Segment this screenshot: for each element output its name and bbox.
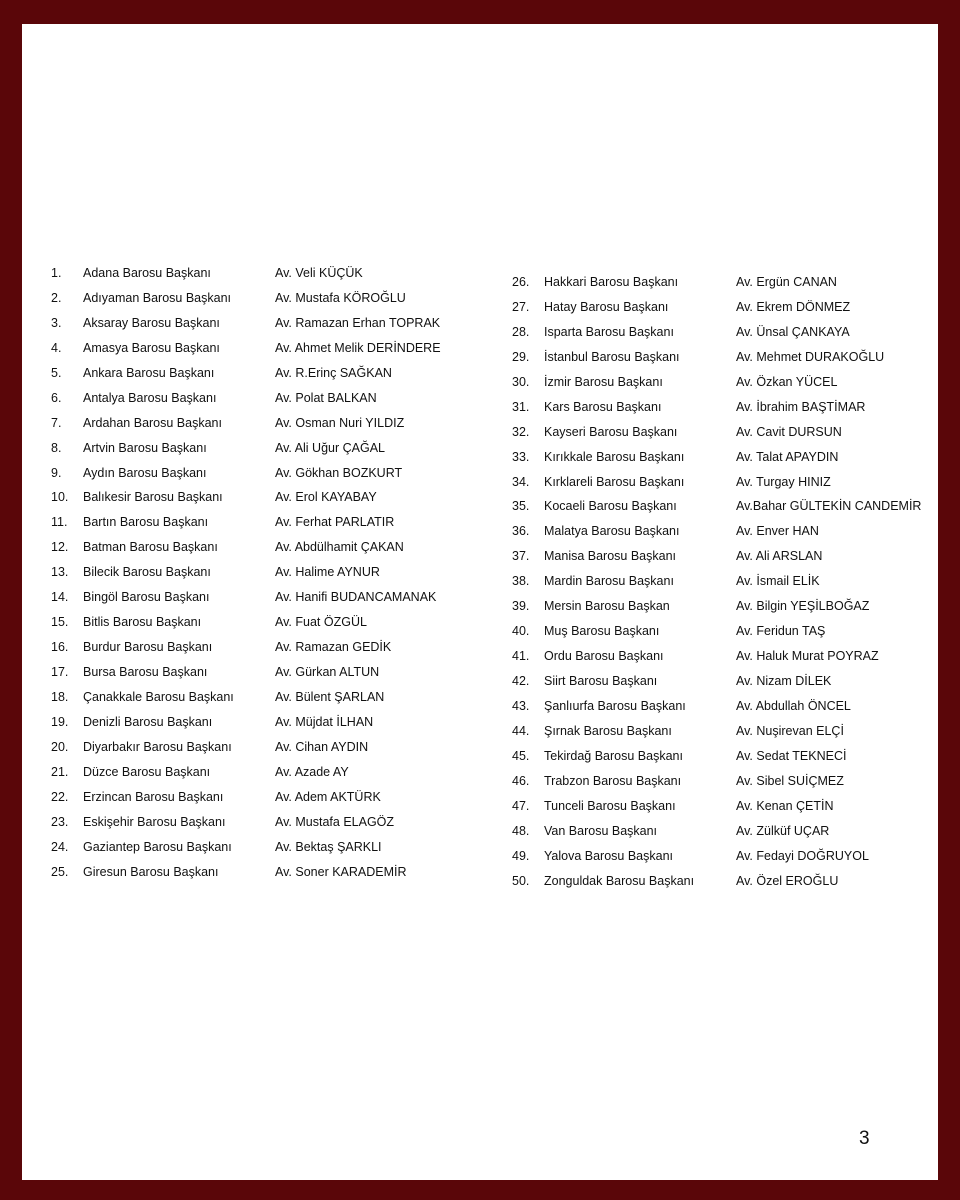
bar-president-title: Tunceli Barosu Başkanı <box>544 798 676 813</box>
item-number: 3. <box>51 315 62 330</box>
person-name: Av. Osman Nuri YILDIZ <box>275 415 405 430</box>
bar-president-title: Siirt Barosu Başkanı <box>544 674 658 688</box>
bar-president-title: Malatya Barosu Başkanı <box>544 524 680 539</box>
bar-president-title: Bursa Barosu Başkanı <box>83 665 208 679</box>
item-number: 39. <box>512 599 530 614</box>
item-number: 24. <box>51 839 69 854</box>
item-number: 15. <box>51 615 69 630</box>
person-name: Av. Ali ARSLAN <box>736 549 823 564</box>
bar-president-title: Zonguldak Barosu Başkanı <box>544 873 695 888</box>
person-name: Av. Feridun TAŞ <box>736 624 826 639</box>
bar-president-title: Manisa Barosu Başkanı <box>544 549 677 564</box>
item-number: 29. <box>512 349 530 364</box>
person-name: Av. Fuat ÖZGÜL <box>275 615 367 630</box>
bar-president-title: İzmir Barosu Başkanı <box>544 374 663 389</box>
bar-president-title: Giresun Barosu Başkanı <box>83 864 219 879</box>
item-number: 45. <box>512 748 530 763</box>
bar-president-title: Kayseri Barosu Başkanı <box>544 424 678 439</box>
bar-president-title: Şırnak Barosu Başkanı <box>544 723 672 738</box>
item-number: 37. <box>512 549 530 564</box>
bar-president-title: Ankara Barosu Başkanı <box>83 365 215 380</box>
item-number: 31. <box>512 399 530 414</box>
person-name: Av. Veli KÜÇÜK <box>275 266 363 280</box>
item-number: 1. <box>51 266 62 280</box>
person-name: Av. Kenan ÇETİN <box>736 798 834 813</box>
person-name: Av. Mustafa KÖROĞLU <box>275 290 406 305</box>
bar-president-title: Aksaray Barosu Başkanı <box>83 315 220 330</box>
bar-president-title: Mersin Barosu Başkan <box>544 599 670 614</box>
bar-president-title: Şanlıurfa Barosu Başkanı <box>544 698 686 713</box>
item-number: 4. <box>51 340 62 355</box>
item-number: 13. <box>51 565 69 580</box>
bar-president-title: Balıkesir Barosu Başkanı <box>83 490 223 505</box>
item-number: 11. <box>51 515 68 530</box>
item-number: 27. <box>512 299 530 314</box>
person-name: Av. Ferhat PARLATIR <box>275 515 395 530</box>
bar-president-title: Çanakkale Barosu Başkanı <box>83 689 234 704</box>
person-name: Av. Ramazan GEDİK <box>275 640 392 655</box>
bar-president-title: Van Barosu Başkanı <box>544 823 658 838</box>
person-name: Av. Mehmet DURAKOĞLU <box>736 349 885 364</box>
person-name: Av. Zülküf UÇAR <box>736 823 830 838</box>
person-name: Av. Sibel SUİÇMEZ <box>736 773 844 788</box>
person-name: Av.Bahar GÜLTEKİN CANDEMİR <box>736 499 922 514</box>
bar-president-title: Hatay Barosu Başkanı <box>544 299 669 314</box>
bar-president-title: Muş Barosu Başkanı <box>544 624 660 639</box>
person-name: Av. Bilgin YEŞİLBOĞAZ <box>736 599 870 614</box>
person-name: Av. Ergün CANAN <box>736 275 837 289</box>
item-number: 33. <box>512 449 530 464</box>
bar-president-title: Bilecik Barosu Başkanı <box>83 565 211 580</box>
bar-president-title: Diyarbakır Barosu Başkanı <box>83 739 232 754</box>
person-name: Av. Turgay HINIZ <box>736 474 831 489</box>
person-name: Av. Özel EROĞLU <box>736 873 839 888</box>
bar-president-title: Batman Barosu Başkanı <box>83 540 218 555</box>
bar-president-title: Isparta Barosu Başkanı <box>544 324 674 339</box>
person-name: Av. Ramazan Erhan TOPRAK <box>275 315 441 330</box>
item-number: 8. <box>51 440 62 455</box>
person-name: Av. Cavit DURSUN <box>736 424 842 439</box>
person-name: Av. Abdullah ÖNCEL <box>736 698 851 713</box>
person-name: Av. Abdülhamit ÇAKAN <box>275 540 404 555</box>
item-number: 40. <box>512 624 530 639</box>
bar-president-title: Kırıkkale Barosu Başkanı <box>544 449 685 464</box>
bar-president-title: Artvin Barosu Başkanı <box>83 440 207 455</box>
item-number: 42. <box>512 674 530 688</box>
item-number: 22. <box>51 789 69 804</box>
person-name: Av. Bülent ŞARLAN <box>275 689 385 704</box>
bar-president-title: Eskişehir Barosu Başkanı <box>83 814 226 829</box>
bar-president-title: Bingöl Barosu Başkanı <box>83 590 210 605</box>
bar-president-title: Adana Barosu Başkanı <box>83 266 211 280</box>
person-name: Av. Özkan YÜCEL <box>736 374 838 389</box>
bar-president-title: Trabzon Barosu Başkanı <box>544 773 682 788</box>
bar-president-title: Kars Barosu Başkanı <box>544 399 662 414</box>
item-number: 46. <box>512 773 530 788</box>
bar-president-title: Mardin Barosu Başkanı <box>544 574 674 589</box>
item-number: 2. <box>51 290 62 305</box>
person-name: Av. Enver HAN <box>736 524 819 539</box>
person-name: Av. Nuşirevan ELÇİ <box>736 723 844 738</box>
bar-president-title: Bartın Barosu Başkanı <box>83 515 209 530</box>
item-number: 23. <box>51 814 69 829</box>
page-number: 3 <box>859 1128 870 1149</box>
bar-president-title: Antalya Barosu Başkanı <box>83 390 217 405</box>
bar-president-title: Amasya Barosu Başkanı <box>83 340 220 355</box>
item-number: 20. <box>51 739 69 754</box>
bar-president-title: Kocaeli Barosu Başkanı <box>544 499 677 514</box>
person-name: Av. Hanifi BUDANCAMANAK <box>275 590 437 605</box>
item-number: 5. <box>51 365 62 380</box>
item-number: 10. <box>51 490 69 505</box>
item-number: 47. <box>512 798 530 813</box>
item-number: 9. <box>51 465 62 480</box>
item-number: 28. <box>512 324 530 339</box>
bar-president-title: Erzincan Barosu Başkanı <box>83 789 224 804</box>
person-name: Av. Mustafa ELAGÖZ <box>275 814 395 829</box>
item-number: 49. <box>512 848 530 863</box>
bar-president-title: Aydın Barosu Başkanı <box>83 465 207 480</box>
item-number: 48. <box>512 823 530 838</box>
bar-president-title: Denizli Barosu Başkanı <box>83 714 213 729</box>
item-number: 25. <box>51 864 69 879</box>
bar-president-title: Burdur Barosu Başkanı <box>83 640 213 655</box>
item-number: 34. <box>512 474 530 489</box>
person-name: Av. İsmail ELİK <box>736 574 820 589</box>
person-name: Av. Gürkan ALTUN <box>275 665 380 679</box>
item-number: 38. <box>512 574 530 589</box>
person-name: Av. Gökhan BOZKURT <box>275 465 403 480</box>
item-number: 18. <box>51 689 69 704</box>
bar-president-title: Bitlis Barosu Başkanı <box>83 615 202 630</box>
item-number: 17. <box>51 665 69 679</box>
bar-president-title: Ardahan Barosu Başkanı <box>83 415 222 430</box>
bar-president-title: Düzce Barosu Başkanı <box>83 764 211 779</box>
item-number: 44. <box>512 723 530 738</box>
item-number: 14. <box>51 590 69 605</box>
item-number: 43. <box>512 698 530 713</box>
person-name: Av. Ali Uğur ÇAĞAL <box>275 440 385 455</box>
person-name: Av. Ekrem DÖNMEZ <box>736 299 851 314</box>
item-number: 12. <box>51 540 69 555</box>
person-name: Av. Talat APAYDIN <box>736 449 839 464</box>
person-name: Av. Adem AKTÜRK <box>275 789 381 804</box>
item-number: 19. <box>51 714 69 729</box>
person-name: Av. Erol KAYABAY <box>275 490 377 505</box>
bar-president-title: Kırklareli Barosu Başkanı <box>544 474 685 489</box>
person-name: Av. Müjdat İLHAN <box>275 714 374 729</box>
person-name: Av. R.Erinç SAĞKAN <box>275 365 392 380</box>
bar-president-title: Adıyaman Barosu Başkanı <box>83 290 231 305</box>
item-number: 30. <box>512 374 530 389</box>
item-number: 32. <box>512 424 530 439</box>
person-name: Av. Azade AY <box>275 764 349 779</box>
person-name: Av. Nizam DİLEK <box>736 674 832 688</box>
item-number: 41. <box>512 649 530 664</box>
person-name: Av. Polat BALKAN <box>275 390 377 405</box>
person-name: Av. Fedayi DOĞRUYOL <box>736 848 869 863</box>
bar-president-title: İstanbul Barosu Başkanı <box>544 349 680 364</box>
item-number: 50. <box>512 873 530 888</box>
item-number: 16. <box>51 640 69 655</box>
person-name: Av. Ünsal ÇANKAYA <box>736 324 850 339</box>
item-number: 35. <box>512 499 530 514</box>
person-name: Av. Sedat TEKNECİ <box>736 748 847 763</box>
item-number: 21. <box>51 764 69 779</box>
person-name: Av. İbrahim BAŞTİMAR <box>736 399 866 414</box>
person-name: Av. Ahmet Melik DERİNDERE <box>275 340 441 355</box>
person-name: Av. Bektaş ŞARKLI <box>275 839 382 854</box>
item-number: 26. <box>512 275 530 289</box>
bar-president-title: Yalova Barosu Başkanı <box>544 848 674 863</box>
item-number: 36. <box>512 524 530 539</box>
item-number: 6. <box>51 390 62 405</box>
person-name: Av. Cihan AYDIN <box>275 739 369 754</box>
person-name: Av. Haluk Murat POYRAZ <box>736 649 879 664</box>
bar-president-title: Gaziantep Barosu Başkanı <box>83 839 232 854</box>
person-name: Av. Halime AYNUR <box>275 565 380 580</box>
document-page <box>22 24 938 1180</box>
person-name: Av. Soner KARADEMİR <box>275 864 407 879</box>
bar-president-title: Tekirdağ Barosu Başkanı <box>544 748 683 763</box>
bar-president-title: Ordu Barosu Başkanı <box>544 649 664 664</box>
bar-president-title: Hakkari Barosu Başkanı <box>544 275 679 289</box>
item-number: 7. <box>51 415 62 430</box>
